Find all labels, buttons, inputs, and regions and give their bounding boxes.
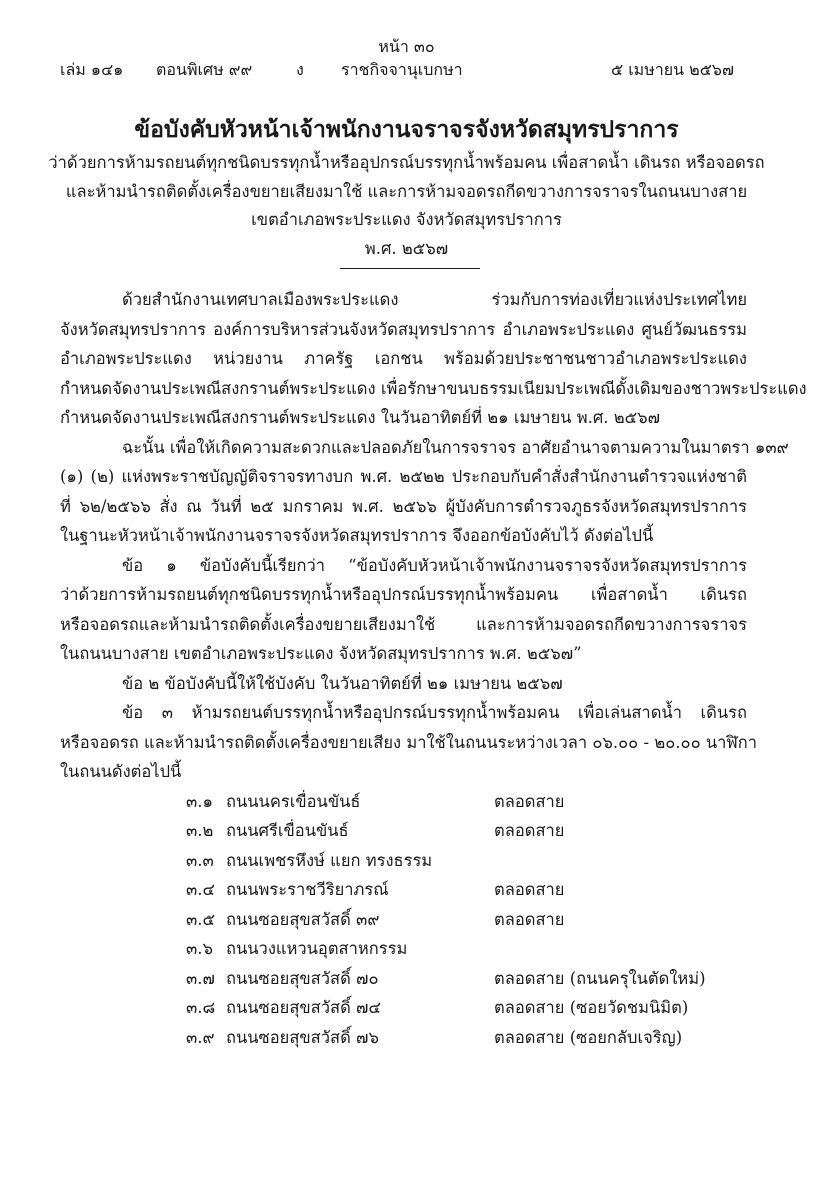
gazette-name: ราชกิจจานุเบกษา — [341, 60, 463, 79]
road-name: ถนนพระราชวีริยาภรณ์ — [226, 880, 389, 899]
road-name: ถนนศรีเขื่อนขันธ์ — [226, 821, 349, 840]
road-number: ๓.๘ — [186, 998, 216, 1017]
paragraph-1-line: จังหวัดสมุทรปราการ องค์การบริหารส่วนจังหวัดสมุทรปราการ อำเภอพระประแดง ศูนย์วัฒนธรรม — [60, 320, 747, 339]
road-name: ถนนซอยสุขสวัสดิ์ ๗๔ — [226, 998, 381, 1017]
road-number: ๓.๒ — [186, 821, 214, 840]
subtitle-line-2: และห้ามนำรถติดตั้งเครื่องขยายเสียงมาใช้ และการห้ามจอดรถกีดขวางการจราจรในถนนบางสาย — [65, 182, 748, 201]
road-name: ถนนซอยสุขสวัสดิ์ ๗๖ — [226, 1028, 379, 1047]
road-extent: ตลอดสาย (ซอยกลับเจริญ) — [494, 1028, 683, 1047]
subtitle-year: พ.ศ. ๒๕๖๗ — [364, 239, 449, 258]
road-extent: ตลอดสาย (ถนนครุในตัดใหม่) — [494, 969, 706, 988]
road-name: ถนนซอยสุขสวัสดิ์ ๗๐ — [226, 969, 379, 988]
volume-label: เล่ม ๑๔๑ — [60, 60, 124, 79]
road-extent: ตลอดสาย (ซอยวัดชมนิมิต) — [494, 998, 689, 1017]
paragraph-1-line: อำเภอพระประแดง หน่วยงาน ภาครัฐ เอกชน พร้อมด้วยประชาชนชาวอำเภอพระประแดง — [60, 349, 747, 368]
road-number: ๓.๕ — [186, 910, 216, 929]
road-number: ๓.๑ — [186, 792, 213, 811]
clause-2-line: ข้อ ๒ ข้อบังคับนี้ให้ใช้บังคับ ในวันอาทิตย์ที่ ๒๑ เมษายน ๒๕๖๗ — [122, 674, 563, 693]
road-extent: ตลอดสาย — [494, 821, 565, 840]
paragraph-1-line: ด้วยสำนักงานเทศบาลเมืองพระประแดง ร่วมกับการท่องเที่ยวแห่งประเทศไทย — [122, 290, 747, 309]
road-number: ๓.๔ — [186, 880, 216, 899]
clause-1-line: ในถนนบางสาย เขตอำเภอพระประแดง จังหวัดสมุทรปราการ พ.ศ. ๒๕๖๗” — [60, 644, 582, 663]
paragraph-1-line: กำหนดจัดงานประเพณีสงกรานต์พระประแดง เพื่อรักษาขนบธรรมเนียมประเพณีดั้งเดิมของชาวพระประแดง — [60, 379, 807, 398]
section-label: ง — [296, 60, 304, 79]
title-divider — [340, 268, 480, 269]
road-number: ๓.๙ — [186, 1028, 215, 1047]
road-extent: ตลอดสาย — [494, 792, 565, 811]
issue-date: ๕ เมษายน ๒๕๖๗ — [611, 60, 734, 79]
issue-label: ตอนพิเศษ ๙๙ — [156, 60, 253, 79]
road-name: ถนนซอยสุขสวัสดิ์ ๓๙ — [226, 910, 380, 929]
clause-1-line: ว่าด้วยการห้ามรถยนต์ทุกชนิดบรรทุกน้ำหรืออุปกรณ์บรรทุกน้ำพร้อมคน เพื่อสาดน้ำ เดินรถ — [60, 585, 747, 604]
document-title: ข้อบังคับหัวหน้าเจ้าพนักงานจราจรจังหวัดสมุทรปราการ — [134, 116, 679, 143]
paragraph-2-line: (๑) (๒) แห่งพระราชบัญญัติจราจรทางบก พ.ศ. ๒๕๒๒ ประกอบกับคำสั่งสำนักงานตำรวจแห่งชาติ — [60, 467, 747, 486]
paragraph-2-line: ในฐานะหัวหน้าเจ้าพนักงานจราจรจังหวัดสมุทรปราการ จึงออกข้อบังคับไว้ ดังต่อไปนี้ — [60, 526, 654, 545]
clause-3-line: ในถนนดังต่อไปนี้ — [60, 762, 182, 781]
paragraph-2-line: ฉะนั้น เพื่อให้เกิดความสะดวกและปลอดภัยในการจราจร อาศัยอำนาจตามความในมาตรา ๑๓๙ — [122, 438, 789, 457]
road-number: ๓.๖ — [186, 939, 213, 958]
road-number: ๓.๗ — [186, 969, 215, 988]
road-name: ถนนวงแหวนอุตสาหกรรม — [226, 939, 408, 958]
paragraph-1-line: กำหนดจัดงานประเพณีสงกรานต์พระประแดง ในวันอาทิตย์ที่ ๒๑ เมษายน พ.ศ. ๒๕๖๗ — [60, 408, 661, 427]
clause-1-line: หรือจอดรถและห้ามนำรถติดตั้งเครื่องขยายเสียงมาใช้ และการห้ามจอดรถกีดขวางการจราจร — [60, 615, 747, 634]
clause-3-line: หรือจอดรถ และห้ามนำรถติดตั้งเครื่องขยายเสียง มาใช้ในถนนระหว่างเวลา ๐๖.๐๐ - ๒๐.๐๐ นาฬิกา — [60, 733, 757, 752]
paragraph-2-line: ที่ ๖๒/๒๕๖๖ สั่ง ณ วันที่ ๒๕ มกราคม พ.ศ. ๒๕๖๖ ผู้บังคับการตำรวจภูธรจังหวัดสมุทรปราการ — [60, 497, 747, 516]
page-number: หน้า ๓๐ — [378, 37, 435, 56]
road-extent: ตลอดสาย — [494, 910, 565, 929]
clause-3-line: ข้อ ๓ ห้ามรถยนต์บรรทุกน้ำหรืออุปกรณ์บรรทุกน้ำพร้อมคน เพื่อเล่นสาดน้ำ เดินรถ — [122, 703, 747, 722]
road-number: ๓.๓ — [186, 851, 214, 870]
clause-1-line: ข้อ ๑ ข้อบังคับนี้เรียกว่า “ข้อบังคับหัวหน้าเจ้าพนักงานจราจรจังหวัดสมุทรปราการ — [122, 556, 747, 575]
subtitle-line-3: เขตอำเภอพระประแดง จังหวัดสมุทรปราการ — [251, 210, 562, 229]
road-name: ถนนนครเขื่อนขันธ์ — [226, 792, 361, 811]
road-name: ถนนเพชรหึงษ์ แยก ทรงธรรม — [226, 851, 433, 870]
subtitle-line-1: ว่าด้วยการห้ามรถยนต์ทุกชนิดบรรทุกน้ำหรืออุปกรณ์บรรทุกน้ำพร้อมคน เพื่อสาดน้ำ เดินรถ หรือจอดรถ — [48, 153, 765, 172]
road-extent: ตลอดสาย — [494, 880, 565, 899]
